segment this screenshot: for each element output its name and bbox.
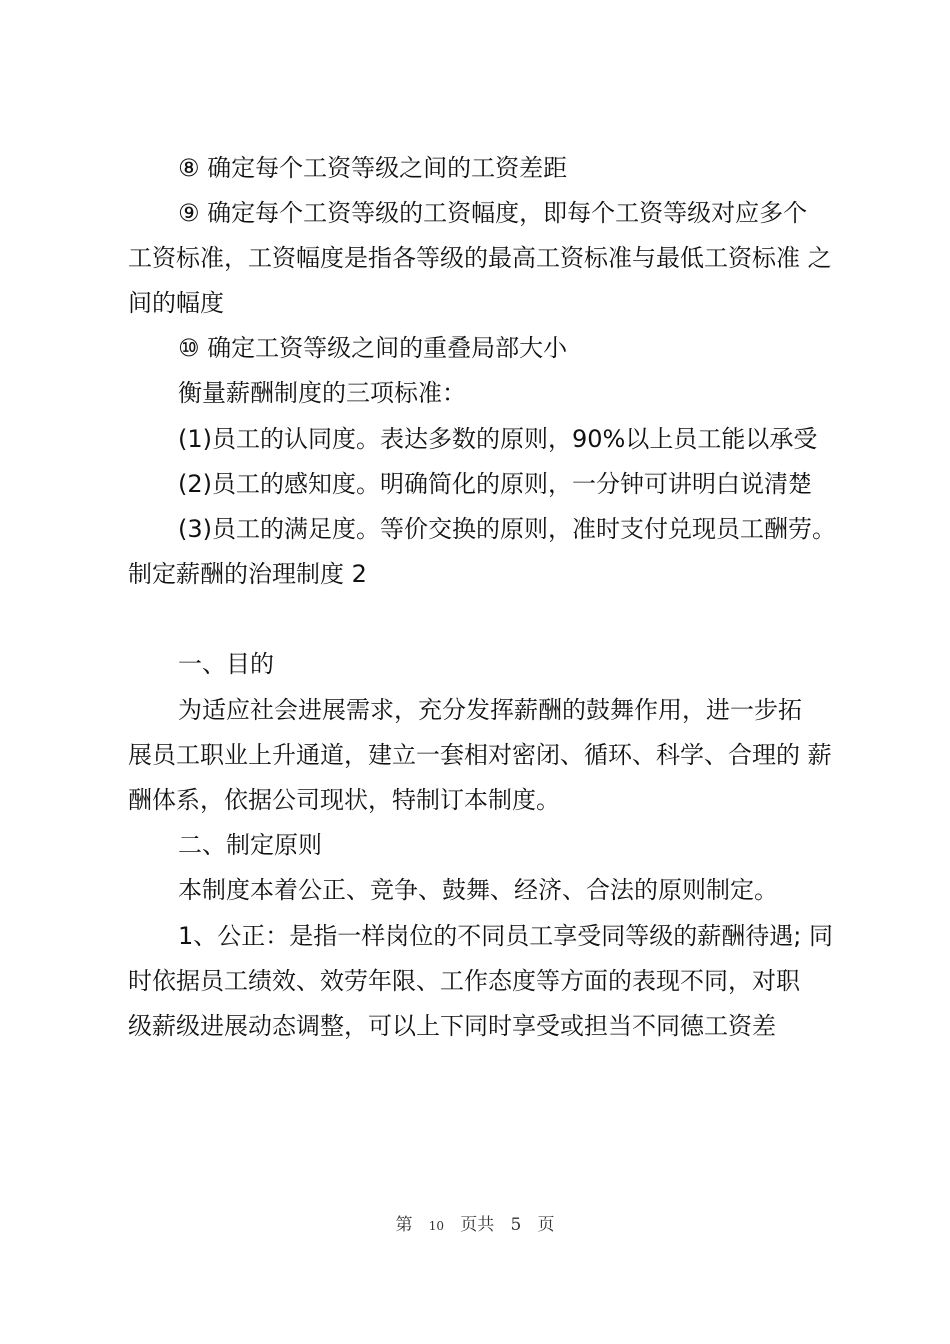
text-line: ⑨ 确定每个工资等级的工资幅度，即每个工资等级对应多个 — [178, 199, 808, 227]
footer-middle: 页共 — [460, 1215, 495, 1235]
text-line: (3)员工的满足度。等价交换的原则，准时支付兑现员工酬劳。 — [178, 515, 836, 543]
text-line: 衡量薪酬制度的三项标准： — [178, 379, 466, 407]
text-line: 1、公正：是指一样岗位的不同员工享受同等级的薪酬待遇; 同 — [178, 922, 833, 950]
footer-current-page: 10 — [428, 1219, 444, 1233]
text-line: 级薪级进展动态调整，可以上下同时享受或担当不同德工资差 — [128, 1012, 776, 1040]
footer-prefix: 第 — [395, 1215, 413, 1235]
text-line: (1)员工的认同度。表达多数的原则，90%以上员工能以承受 — [178, 425, 818, 453]
text-line: ⑧ 确定每个工资等级之间的工资差距 — [178, 154, 568, 182]
text-line: (2)员工的感知度。明确简化的原则，一分钟可讲明白说清楚 — [178, 470, 812, 498]
text-line: 酬体系，依据公司现状，特制订本制度。 — [128, 786, 560, 814]
text-line: 展员工职业上升通道，建立一套相对密闭、循环、科学、合理的 薪 — [128, 741, 832, 769]
text-line: 本制度本着公正、竞争、鼓舞、经济、合法的原则制定。 — [178, 876, 778, 904]
text-line: 时依据员工绩效、效劳年限、工作态度等方面的表现不同，对职 — [128, 967, 800, 995]
text-line: ⑩ 确定工资等级之间的重叠局部大小 — [178, 334, 568, 362]
text-line: 为适应社会进展需求，充分发挥薪酬的鼓舞作用，进一步拓 — [178, 696, 802, 724]
section-subheading: 一、目的 — [178, 650, 274, 678]
section-subheading: 二、制定原则 — [178, 831, 322, 859]
section-heading: 制定薪酬的治理制度 2 — [128, 560, 367, 588]
text-line: 间的幅度 — [128, 289, 224, 317]
footer-suffix: 页 — [537, 1215, 555, 1235]
text-line: 工资标准，工资幅度是指各等级的最高工资标准与最低工资标准 之 — [128, 244, 832, 272]
page-footer — [0, 1210, 950, 1235]
footer-total-pages: 5 — [510, 1215, 522, 1235]
